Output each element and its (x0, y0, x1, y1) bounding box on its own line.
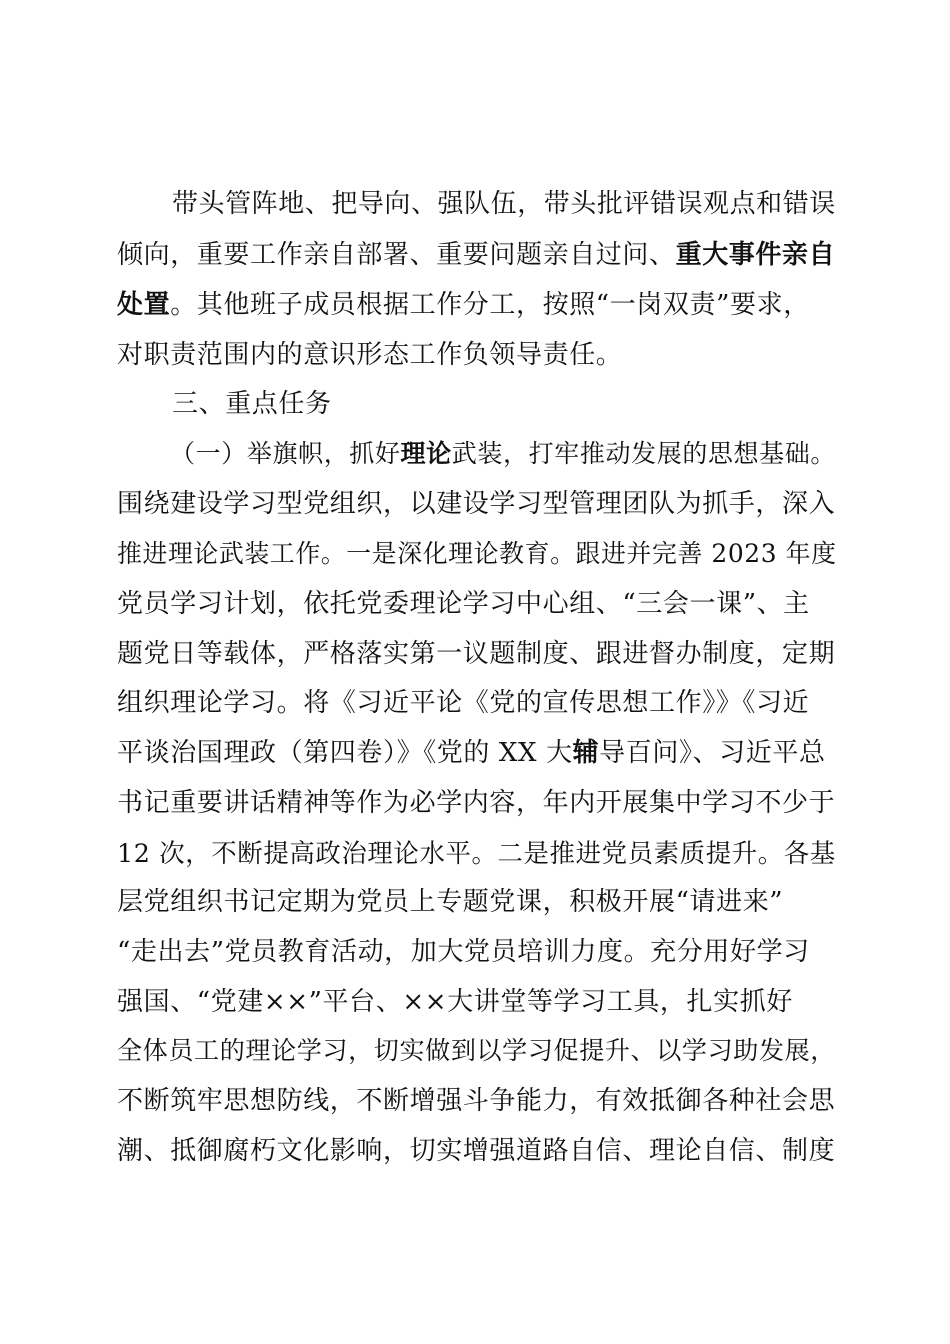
bold-text-run: 辅 (572, 738, 600, 768)
text-run: 围绕建设学习型党组织，以建设学习型管理团队为抓手，深入 (117, 489, 836, 519)
text-run: 书记重要讲话精神等作为必学内容，年内开展集中学习不少于 (117, 788, 836, 818)
text-run: 党员学习计划，依托党委理论学习中心组、“三会一课”、主 (117, 589, 810, 619)
text-run: 。其他班子成员根据工作分工，按照“一岗双责”要求， (170, 290, 810, 320)
text-run: 12 次，不断提高政治理论水平。二是推进党员素质提升。各基 (117, 838, 836, 868)
paragraph-line-8 (117, 634, 835, 674)
paragraph-line-10 (117, 733, 826, 773)
text-run: 对职责范围内的意识形态工作负领导责任。 (117, 340, 623, 370)
paragraph-line-3 (117, 285, 810, 325)
paragraph-line-5 (117, 484, 835, 524)
text-run: 带头管阵地、把导向、强队伍，带头批评错误观点和错误 (172, 189, 836, 219)
paragraph-line-15 (117, 982, 793, 1022)
text-run: 倾向，重要工作亲自部署、重要问题亲自过问、 (117, 240, 676, 270)
section-heading (172, 384, 332, 424)
paragraph-line-4 (117, 335, 622, 375)
paragraph-line-7 (117, 584, 810, 624)
text-run: 潮、抵御腐朽文化影响，切实增强道路自信、理论自信、制度 (117, 1136, 836, 1166)
paragraph-line-18 (117, 1131, 835, 1171)
text-run: 不断筑牢思想防线，不断增强斗争能力，有效抵御各种社会思 (117, 1086, 836, 1116)
paragraph-line-17 (117, 1081, 835, 1121)
subsection-heading (170, 434, 836, 474)
text-run: 层党组织书记定期为党员上专题党课，积极开展“请进来” (117, 887, 784, 917)
text-run: 三、重点任务 (172, 389, 332, 419)
paragraph-line-2 (117, 235, 835, 275)
text-run: 推进理论武装工作。一是深化理论教育。跟进并完善 2023 年度 (117, 539, 837, 568)
bold-text-run: 重大事件亲自 (675, 240, 836, 270)
text-run: 平谈治国理政（第四卷）》《党的 XX 大 (117, 738, 573, 768)
text-run: （一）举旗帜，抓好 (170, 439, 401, 468)
text-run: 强国、“党建××”平台、××大讲堂等学习工具，扎实抓好 (117, 987, 793, 1017)
paragraph-line-11 (117, 783, 835, 823)
paragraph-line-14 (117, 932, 810, 972)
paragraph-line-16 (117, 1031, 836, 1071)
text-run: 武装，打牢推动发展的思想基础。 (451, 439, 837, 468)
paragraph-line-1 (172, 184, 836, 224)
paragraph-line-13 (117, 882, 783, 922)
bold-text-run: 理论 (400, 439, 452, 468)
text-run: 全体员工的理论学习，切实做到以学习促提升、以学习助发展， (117, 1036, 836, 1065)
text-run: 导百问》、习近平总 (599, 738, 826, 768)
text-run: “走出去”党员教育活动，加大党员培训力度。充分用好学习 (117, 937, 810, 967)
paragraph-line-6 (117, 534, 837, 574)
text-run: 组织理论学习。将《习近平论《党的宣传思想工作》》《习近 (117, 688, 810, 718)
bold-text-run: 处置 (117, 290, 171, 320)
text-run: 题党日等载体，严格落实第一议题制度、跟进督办制度，定期 (117, 639, 836, 669)
paragraph-line-9 (117, 683, 809, 723)
paragraph-line-12 (117, 833, 836, 873)
